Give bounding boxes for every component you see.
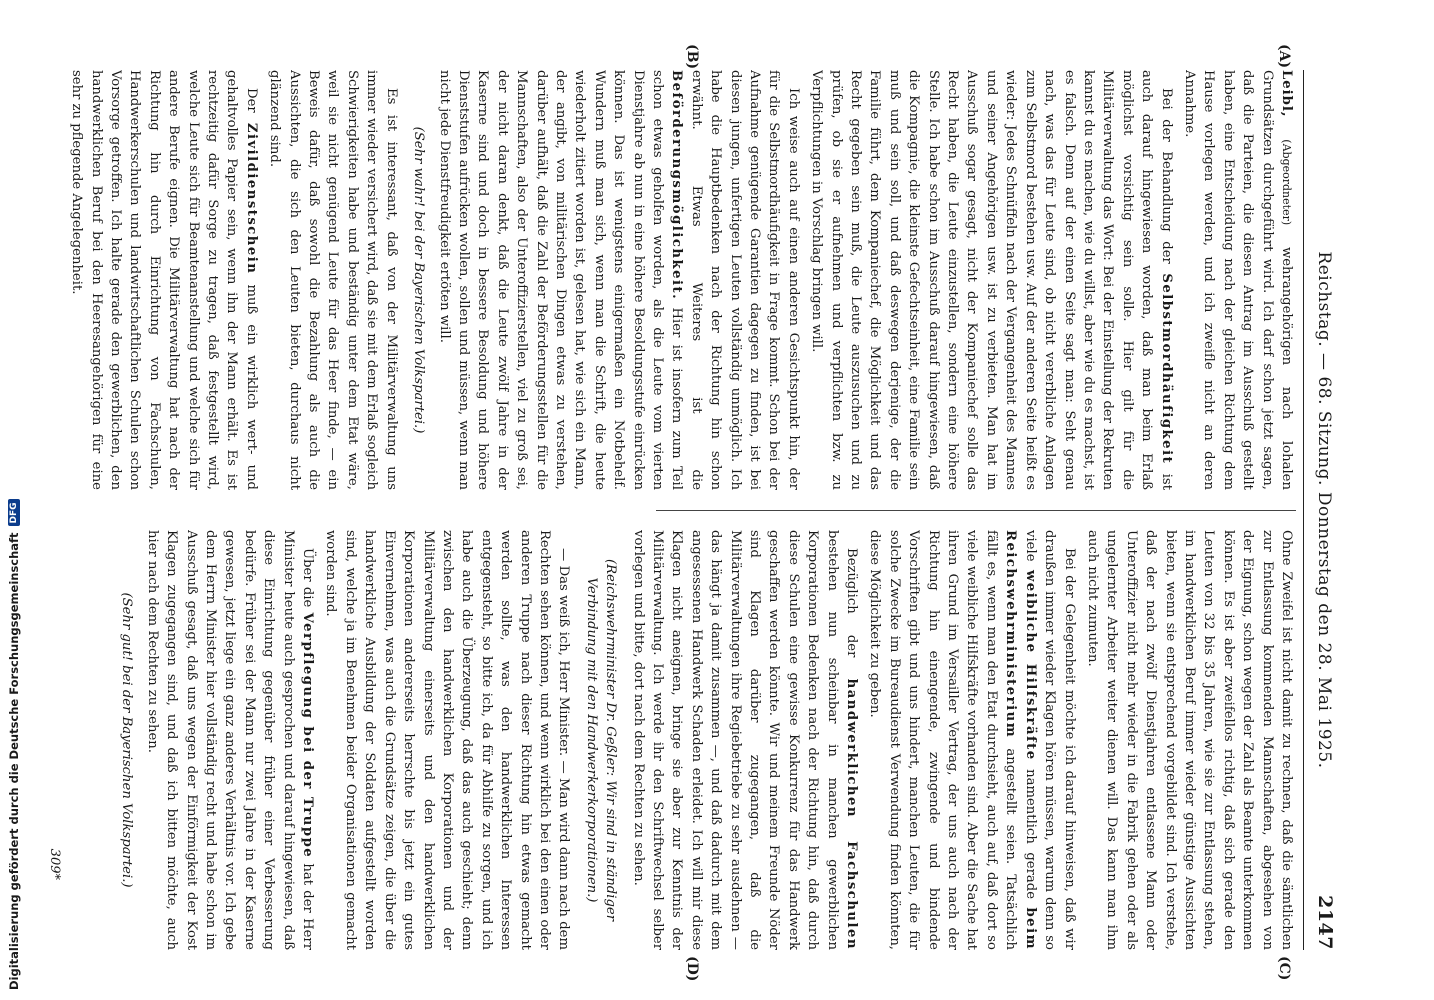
minister-interjection: (Reichswehrminister Dr. Geßler: Wir sind in ständiger Verbindung mit den Handwerkerkorporationen.) (583, 558, 619, 922)
left-p3-text-b: Hier ist insofern zum Teil schon etwas geholfen worden, als die Leute vom vierten Dienstjahre ab nun in eine höhere Besoldungsstufe einrücken können. Das ist wenigstens einigermaßen ein Notbehelf. Wundern muß man sich, wenn man die Schrift, die heute wiederholt zitiert worden ist, gelesen hat, wie sich ein Mann, der angibt, von militärischen Dingen etwas zu verstehen, darüber aufhält, daß die Zahl der Beförderungsstellen für die Mannschaften, also der Unteroffizierstellen, viel zu groß sei, der nicht daran denkt, daß die Leute zwölf Jahre in der Kaserne sind und doch in bessere Besoldung und höhere Dienststufen aufrücken wollen, sollen und müssen, wenn man nicht jede Dienstfreudigkeit ertöten will. (436, 70, 685, 490)
left-paragraph-3 (434, 70, 803, 490)
speaker-role: Abgeordneter (1280, 143, 1293, 221)
applause-right: (Sehr gut! bei der Bayerischen Volkspartei.) (119, 592, 135, 888)
term-weibliche-hilfskraefte: weibliche Hilfskräfte (1022, 569, 1038, 761)
term-zivildienstschein: Zivildienstschein (243, 122, 259, 275)
page-header-title: Reichstag. — 68. Sitzung. Donnerstag den 28. Mai 1925. (1314, 251, 1334, 769)
left-p5-text-a: Der (243, 88, 259, 123)
right-paragraph-3 (628, 530, 861, 950)
term-handwerkliche-fachschulen: handwerklichen Fachschulen (844, 678, 860, 950)
term-verpflegung-bei-der-truppe: Verpflegung bei der Truppe (300, 612, 316, 859)
left-p3-text-a: Ich weise auch auf einen anderen Gesichtspunkt hin, der für die Selbstmordhäufigkeit in Frage kommt. Schon bei der Aufnahme genügende Garantien dagegen zu finden, ist bei diesen jungen, unfertigen Leuten vollständig unmöglich. Ich habe die Hauptbedenken nach der Richtung hin schon erwähnt. Etwas Weiteres ist die (688, 70, 801, 490)
right-p3-text-b: bestehen nun scheinbar in manchen gewerblichen Korporationen Bedenken nach der Richtung hin, daß durch diese Schulen eine gewisse Konkurrenz für das Handwerk geschaffen werden könnte. Wir und meinem Freunde Nöder sind Klagen darüber zugegangen, daß die Militärverwaltungen ihre Regiebetriebe zu sehr ausdehnen — das hängt ja damit zusammen —, und daß dadurch mit dem angesessenen Handwerk Schaden erleidet. Ich will mir diese Klagen nicht aneignen, bringe sie aber zur Kenntnis der Militärverwaltung. Ich werde ihr den Schriftwechsel selber vorlegen und bitte, dort nach dem Rechten zu sehen. (630, 530, 840, 950)
header-rule (1303, 70, 1304, 950)
margin-mark-c: (C) (1276, 956, 1292, 981)
speaker-paragraph: Leibl, (Abgeordneter) wehrangehörigen nach lohalen Grundsätzen durchgeführt wird. Ich darf schon jetzt sagen, daß die Parteien, die diesen Antrag im Ausschuß gestellt haben, eine Entscheidung nach der gleichen Richtung dem Hause vorlegen werden, und ich zweifle nicht an deren Annahme. (1181, 70, 1294, 490)
right-p2-text-b: namentlich gerade (1022, 760, 1038, 908)
right-paragraph-1: Ohne Zweifel ist nicht damit zu rechnen, daß die sämtlichen zur Entlassung kommenden Mannschaften, abgesehen von der Eignung, schon wegen der Zahl als Beamte unterkommen können. Es ist aber zweifellos richtig, daß sich gerade den Leuten von 32 bis 35 Jahren, wie sie zur Entlassung stehen, im handwerklichen Beruf immer wieder günstige Aussichten bieten, wenn sie entsprechend vorgebildet sind. Ich verstehe, daß der nach zwölf Dienstjahren entlassene Mann oder Unteroffizier nicht mehr wieder in die Fabrik gehen oder als ungelernter Arbeiter weiter dienen will. Das kann man ihm auch nicht zumuten. (1084, 530, 1294, 950)
left-p2-text-b: ist auch darauf hingewiesen worden, daß man beim Erlaß möglichst vorsichtig sein solle. Hier gilt für die Militärverwaltung das Wort: Bei der Einstellung der Rekruten kannst du es machen, wie du willst, aber wie du es machst, ist es falsch. Denn auf der einen Seite sagt man: Seht genau nach, was das für Leute sind, ob nicht vererbliche Anlagen zum Selbstmord bestehen usw. Auf der anderen Seite heißt es wieder: Jedes Schnüffeln nach der Vergangenheit des Mannes und seiner Angehörigen usw. ist zu verbieten. Man hat im Ausschuß sogar gesagt, nicht der Kompaniechef solle das Recht haben, die Leute einzustellen, sondern eine höhere Stelle. Ich habe schon im Ausschuß darauf hingewiesen, daß die Kompagnie, die kleinste Gefechtseinheit, eine Familie sein muß und sein soll, und daß deswegen derjenige, der die Familie führt, dem Kompaniechef, die Möglichkeit und das Recht gegeben sein muß, die Leute auszusuchen und zu prüfen, ob sie er aufnehmen und verpflichten bzw. zu Verpflichtungen in Vorschlag bringen will. (809, 70, 1174, 490)
right-paragraph-5 (142, 530, 317, 950)
left-paragraph-4: Es ist interessant, daß von der Militärverwaltung uns immer wieder versichert wird, daß sie mit dem Erlaß sogleich Schwierigkeiten habe und beständig unter dem Etat wäre, weil sie nicht genügend Leute für das Heer finde, — ein Beweis dafür, daß sowohl die Bezahlung als auch die Aussichten, die sich den Leuten bieten, durchaus nicht glänzend sind. (267, 70, 399, 490)
margin-mark-d: (D) (684, 956, 700, 982)
right-paragraph-2 (865, 530, 1078, 950)
page-number: 2147 (1314, 895, 1336, 950)
left-p5-text-b: muß ein wirklich wert- und gehaltvolles Papier sein, wenn ihn der Mann erhält. Es ist rechtzeitig dafür Sorge zu tragen, daß festgestellt wird, welche Leute sich für Beamtenanstellung und welche sich für andere Berufe eignen. Die Militärverwaltung hat nach der Richtung hin durch Einrichtung von Fachschulen, Handwerkerschulen und landwirtschaftlichen Schulen schon Vorsorge getroffen. Ich halte gerade den gewerblichen, den handwerklichen Beruf bei den Heeresangehörigen für eine sehr zu pflegende Angelegenheit. (69, 70, 259, 490)
right-paragraph-4: — Das weiß ich, Herr Minister. — Man wird dann nach dem Rechten sehen können, und wenn wirklich bei den einen oder anderen Truppe nach dieser Richtung hin etwas gemacht werden sollte, was den handwerklichen Interessen entgegensteht, so bitte ich, da für Abhilfe zu sorgen, und ich habe auch die Überzeugung, daß das auch geschieht; denn zwischen den handwerklichen Korporationen und der Militärverwaltung einerseits und den handwerklichen Korporationen andererseits herrschte bis jetzt ein gutes Einvernehmen, was auch die Grundsätze zeigen, die über die handwerkliche Ausbildung der Soldaten aufgestellt worden sind, welche ja im Benehmen beider Organisationen gemacht worden sind. (323, 530, 572, 950)
margin-mark-b: (B) (684, 44, 700, 70)
page-header (1306, 70, 1340, 950)
term-reichswehrministerium: beim Reichswehrministerium (1003, 530, 1038, 950)
left-paragraph-2 (807, 70, 1176, 490)
right-p3-text-a: Bezüglich der (844, 548, 860, 679)
digitization-note-text: Digitalisierung gefördert durch die Deutsche Forschungsgemeinschaft (7, 532, 21, 990)
term-selbstmordhaeufigkeit: Selbstmordhäufigkeit (1158, 273, 1174, 465)
term-befoerderungsmoeglichkeit: Beförderungsmöglichkeit. (669, 70, 685, 301)
right-p2-text-c: angestellt seien. Tatsächlich fällt es, wenn man den Etat durchsieht, auch auf, daß dort so viele weibliche Hilfskräfte vorhanden sind. Aber die Sache hat ihren Grund im Versailler Vertrag, der uns auch nach der Richtung hin einengende, zwingende und bindende Vorschriften gibt und uns hindert, manchen Leuten, die für solche Zwecke im Bureaudienst Verwendung finden könnten, diese Möglichkeit zu geben. (867, 530, 1019, 950)
document-page (20, 44, 1340, 982)
left-paragraph-5 (67, 70, 261, 490)
left-column (66, 70, 1296, 490)
right-p5-text-a: Über die (300, 548, 316, 613)
right-column (66, 530, 1296, 950)
right-p2-text-a: Bei der Gelegenheit möchte ich darauf hinweisen, daß wir draußen immer wieder Klagen hören müssen, warum denn so viele (1022, 530, 1077, 950)
digitization-strip (0, 0, 24, 1000)
speaker-name: Leibl, (1279, 70, 1294, 118)
left-paragraph-1: wehrangehörigen nach lohalen Grundsätzen durchgeführt wird. Ich darf schon jetzt sagen, daß die Parteien, die diesen Antrag im Ausschuß gestellt haben, eine Entscheidung nach der gleichen Richtung dem Hause vorlegen werden, und ich zweifle nicht an deren Annahme. (1181, 70, 1294, 490)
digitization-note (4, 30, 24, 990)
left-p2-text-a: Bei der Behandlung der (1158, 88, 1174, 274)
applause-left: (Sehr wahr! bei der Bayerischen Volkspartei.) (411, 126, 427, 434)
dfg-logo: DFG (8, 499, 20, 526)
right-p5-text-b: hat der Herr Minister heute auch gesprochen und darauf hingewiesen, daß diese Einrichtung gegenüber früher einer Verbesserung bedürfe. Früher sei der Mann nur zwei Jahre in der Kaserne gewesen, jetzt liege ein ganz anderes Verhältnis vor. Ich gebe dem Herrn Minister hier vollständig recht und habe schon im Ausschuß gesagt, daß uns wegen der Einförmigkeit der Kost Klagen zugegangen sind, und daß ich bitten möchte, auch hier nach dem Rechten zu sehen. (144, 530, 316, 950)
margin-mark-a: (A) (1276, 44, 1292, 69)
column-divider (656, 510, 1296, 511)
signature-mark: 309* (47, 848, 62, 880)
